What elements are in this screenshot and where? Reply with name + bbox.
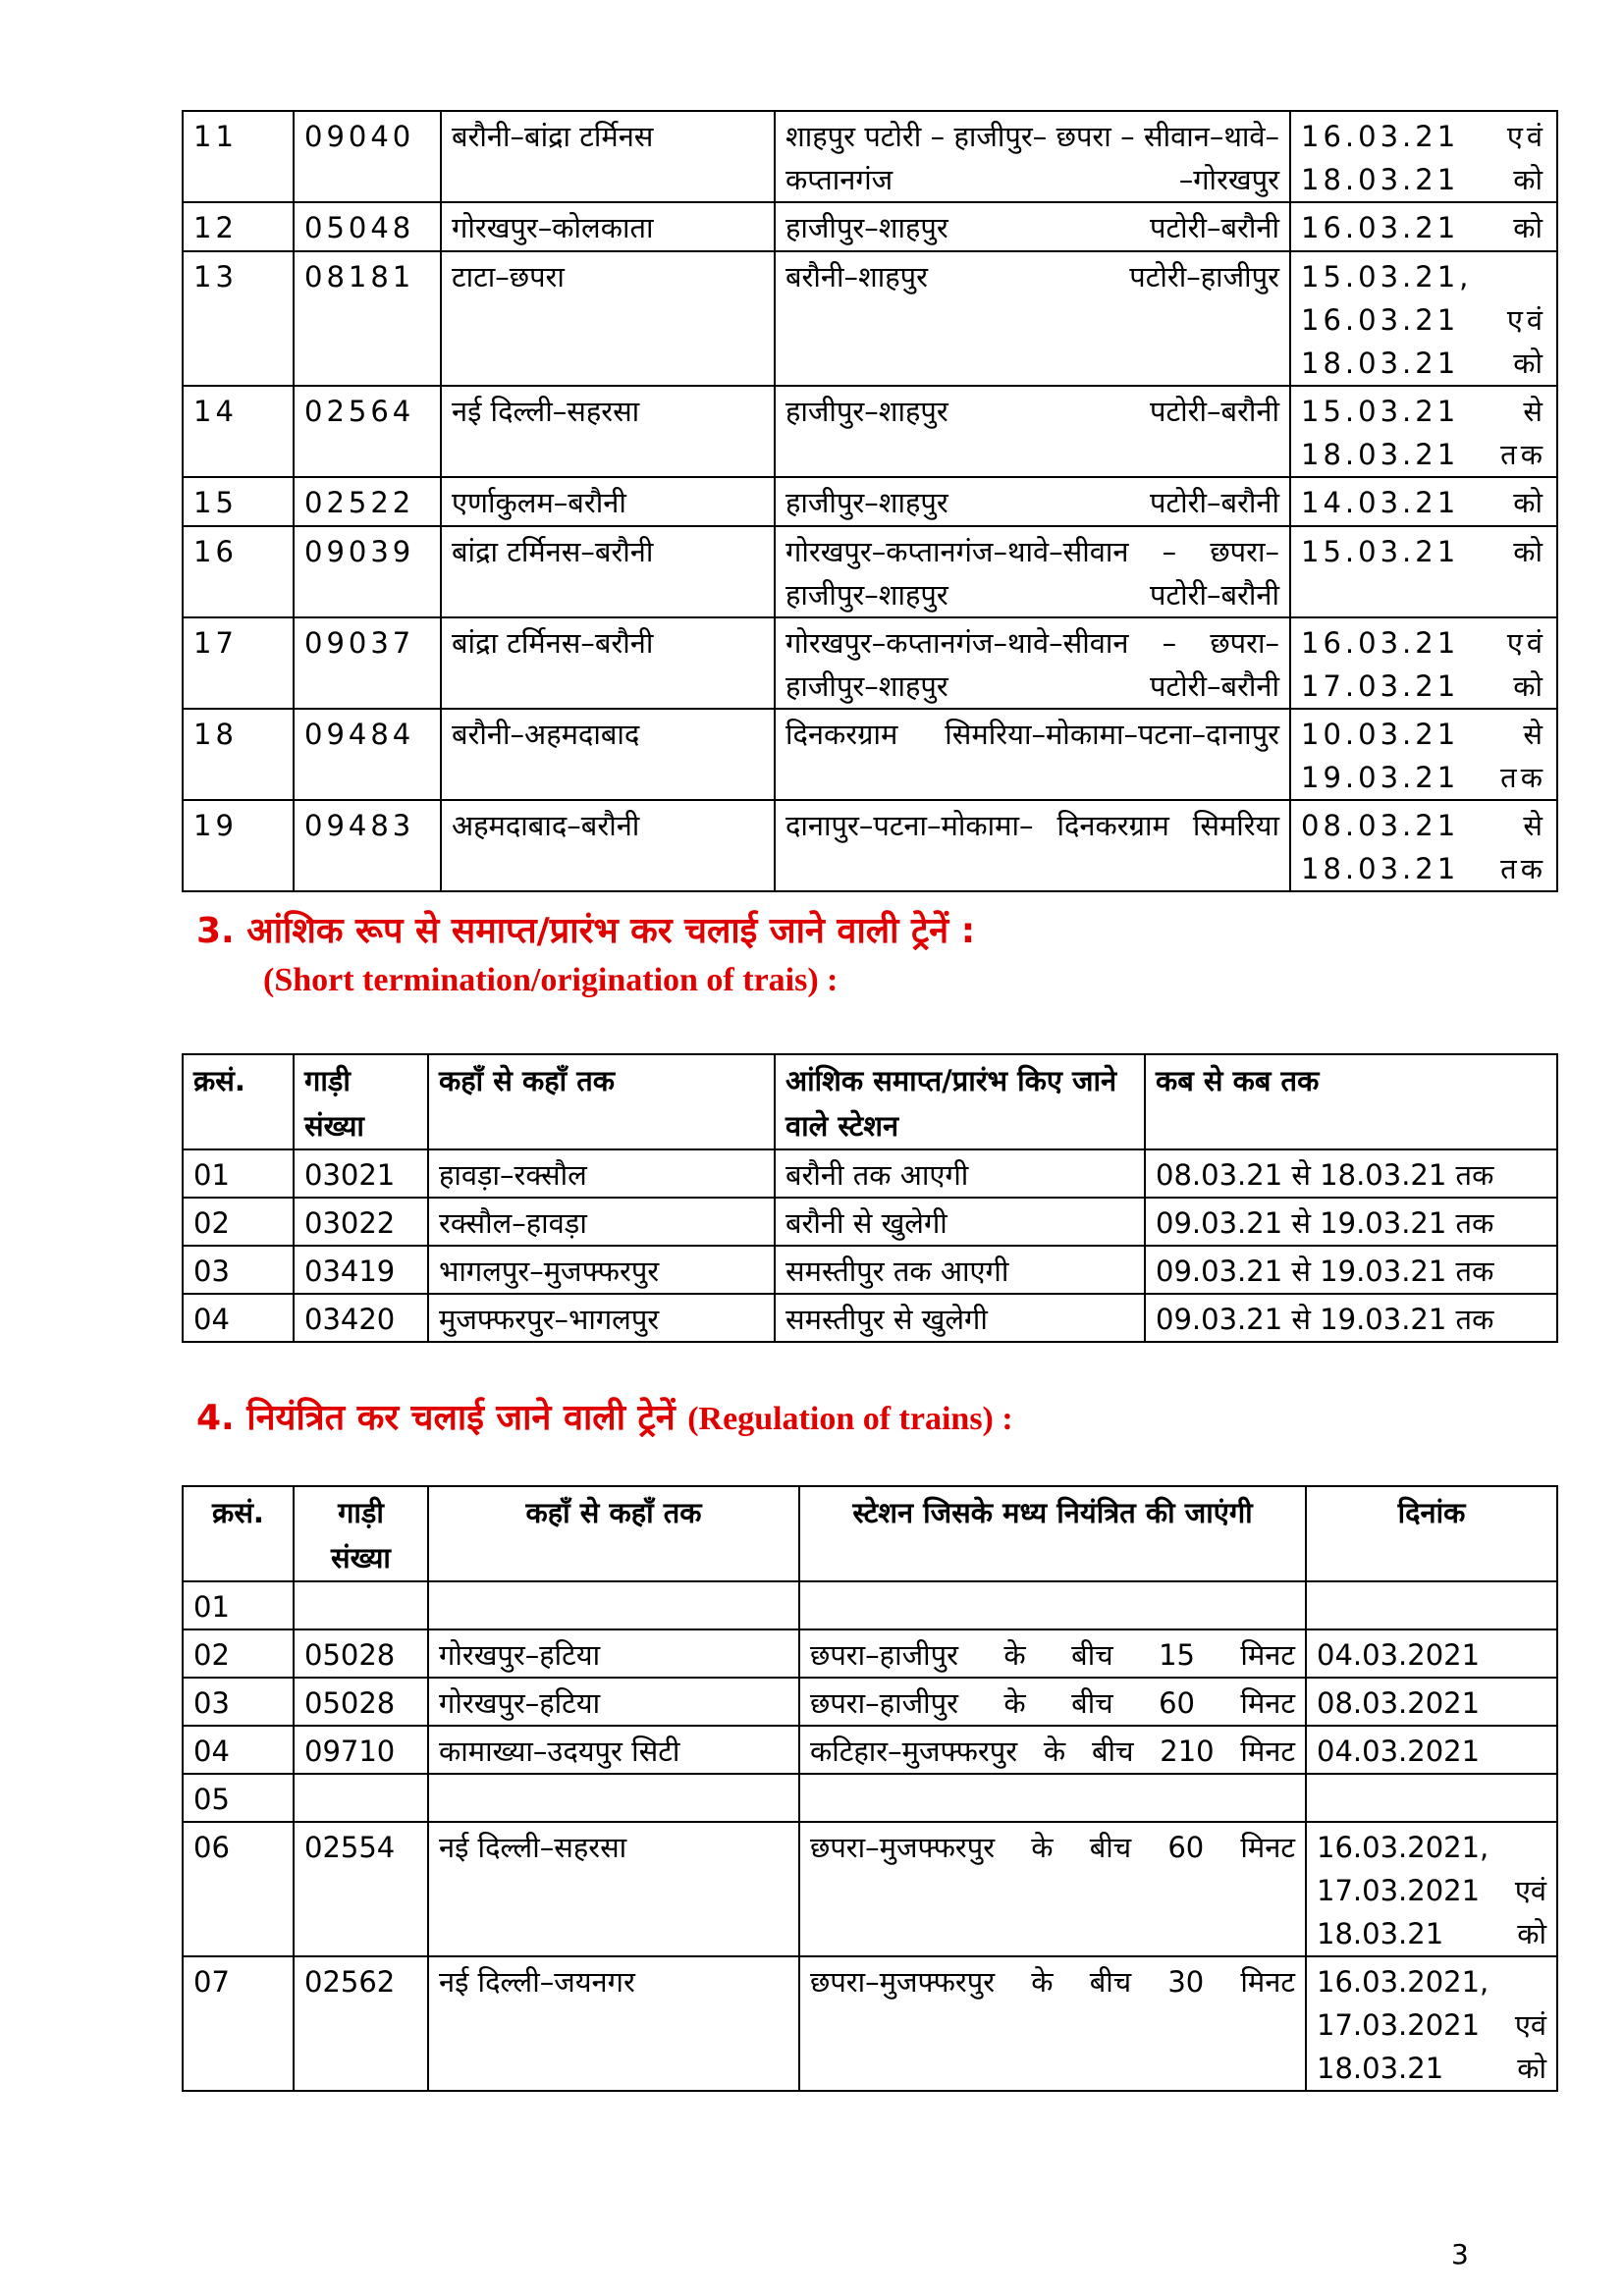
cell-sno: 12 <box>183 202 294 251</box>
cell-train: 09039 <box>294 526 441 617</box>
table-row <box>183 617 1557 709</box>
cell-route: एर्णाकुलम–बरौनी <box>441 477 775 526</box>
cell-via: शाहपुर पटोरी – हाजीपुर– छपरा – सीवान–थावे–कप्तानगंज –गोरखपुर <box>775 111 1290 202</box>
cell-dates: 16.03.21 एवं 17.03.21 को <box>1290 617 1557 709</box>
cell-dates <box>1306 1581 1557 1629</box>
cell-dates: 08.03.21 से 18.03.21 तक <box>1145 1149 1557 1198</box>
cell-dates: 16.03.2021, 17.03.2021 एवं 18.03.21 को <box>1306 1956 1557 2091</box>
cell-dates: 10.03.21 से 19.03.21 तक <box>1290 709 1557 800</box>
cell-route: हावड़ा–रक्सौल <box>428 1149 775 1198</box>
cell-via: गोरखपुर–कप्तानगंज–थावे–सीवान – छपरा–हाजीपुर–शाहपुर पटोरी–बरौनी <box>775 526 1290 617</box>
cell-route: नई दिल्ली–जयनगर <box>428 1956 799 2091</box>
regulation-table <box>182 1485 1558 2092</box>
short-termination-table-body <box>183 1149 1557 1342</box>
short-termination-table <box>182 1053 1558 1343</box>
cell-sno: 03 <box>183 1678 294 1726</box>
cell-via: बरौनी–शाहपुर पटोरी–हाजीपुर <box>775 251 1290 386</box>
cell-sno: 06 <box>183 1822 294 1956</box>
cell-train: 02554 <box>294 1822 428 1956</box>
cell-dates: 08.03.2021 <box>1306 1678 1557 1726</box>
cell-station <box>799 1581 1306 1629</box>
table-row <box>183 111 1557 202</box>
diversion-table <box>182 110 1558 892</box>
table-row <box>183 1294 1557 1342</box>
cell-train: 03021 <box>294 1149 428 1198</box>
cell-sno: 03 <box>183 1246 294 1294</box>
cell-station: बरौनी से खुलेगी <box>775 1198 1145 1246</box>
col-header-route: कहाँ से कहाँ तक <box>428 1054 775 1149</box>
cell-route: नई दिल्ली–सहरसा <box>428 1822 799 1956</box>
col-header-station: आंशिक समाप्त/प्रारंभ किए जाने वाले स्टेशन <box>775 1054 1145 1149</box>
cell-route: बांद्रा टर्मिनस–बरौनी <box>441 526 775 617</box>
cell-station <box>799 1774 1306 1822</box>
cell-station: छपरा–मुजफ्फरपुर के बीच 60 मिनट <box>799 1822 1306 1956</box>
cell-route: गोरखपुर–हटिया <box>428 1678 799 1726</box>
cell-dates: 04.03.2021 <box>1306 1629 1557 1678</box>
cell-train: 03022 <box>294 1198 428 1246</box>
cell-train <box>294 1581 428 1629</box>
cell-sno: 01 <box>183 1149 294 1198</box>
table-row <box>183 1629 1557 1678</box>
cell-train: 03420 <box>294 1294 428 1342</box>
cell-train <box>294 1774 428 1822</box>
cell-sno: 04 <box>183 1726 294 1774</box>
cell-sno: 16 <box>183 526 294 617</box>
cell-train: 03419 <box>294 1246 428 1294</box>
page-number: 3 <box>1451 2238 1469 2270</box>
cell-sno: 02 <box>183 1629 294 1678</box>
cell-route: बरौनी–बांद्रा टर्मिनस <box>441 111 775 202</box>
table-row <box>183 202 1557 251</box>
cell-sno: 07 <box>183 1956 294 2091</box>
cell-dates: 14.03.21 को <box>1290 477 1557 526</box>
cell-train: 05028 <box>294 1678 428 1726</box>
table-row <box>183 1774 1557 1822</box>
cell-train: 09040 <box>294 111 441 202</box>
cell-route: रक्सौल–हावड़ा <box>428 1198 775 1246</box>
section4-heading <box>196 1392 1013 1440</box>
cell-route: मुजफ्फरपुर–भागलपुर <box>428 1294 775 1342</box>
cell-station: छपरा–मुजफ्फरपुर के बीच 30 मिनट <box>799 1956 1306 2091</box>
table-header-row <box>183 1054 1557 1149</box>
cell-station: छपरा–हाजीपुर के बीच 15 मिनट <box>799 1629 1306 1678</box>
col-header-dates: कब से कब तक <box>1145 1054 1557 1149</box>
cell-sno: 05 <box>183 1774 294 1822</box>
cell-station: समस्तीपुर से खुलेगी <box>775 1294 1145 1342</box>
table-row <box>183 709 1557 800</box>
cell-route: टाटा–छपरा <box>441 251 775 386</box>
cell-route: अहमदाबाद–बरौनी <box>441 800 775 891</box>
col-header-dates: दिनांक <box>1306 1486 1557 1581</box>
table-row <box>183 1581 1557 1629</box>
cell-dates: 16.03.21 एवं 18.03.21 को <box>1290 111 1557 202</box>
cell-route: गोरखपुर–कोलकाता <box>441 202 775 251</box>
cell-via: हाजीपुर–शाहपुर पटोरी–बरौनी <box>775 477 1290 526</box>
col-header-station: स्टेशन जिसके मध्य नियंत्रित की जाएंगी <box>799 1486 1306 1581</box>
cell-via: दानापुर–पटना–मोकामा– दिनकरग्राम सिमरिया <box>775 800 1290 891</box>
regulation-table-body <box>183 1581 1557 2091</box>
table-header-row <box>183 1486 1557 1581</box>
cell-sno: 01 <box>183 1581 294 1629</box>
cell-sno: 14 <box>183 386 294 477</box>
cell-route: कामाख्या–उदयपुर सिटी <box>428 1726 799 1774</box>
cell-route: गोरखपुर–हटिया <box>428 1629 799 1678</box>
table-row <box>183 1822 1557 1956</box>
cell-sno: 19 <box>183 800 294 891</box>
cell-station: समस्तीपुर तक आएगी <box>775 1246 1145 1294</box>
cell-sno: 13 <box>183 251 294 386</box>
col-header-sno: क्रसं. <box>183 1054 294 1149</box>
cell-dates: 08.03.21 से 18.03.21 तक <box>1290 800 1557 891</box>
cell-dates: 15.03.21, 16.03.21 एवं 18.03.21 को <box>1290 251 1557 386</box>
cell-dates: 15.03.21 से 18.03.21 तक <box>1290 386 1557 477</box>
table-row <box>183 386 1557 477</box>
cell-sno: 02 <box>183 1198 294 1246</box>
table-row <box>183 526 1557 617</box>
cell-train: 09483 <box>294 800 441 891</box>
cell-dates: 15.03.21 को <box>1290 526 1557 617</box>
cell-dates: 09.03.21 से 19.03.21 तक <box>1145 1294 1557 1342</box>
cell-station: छपरा–हाजीपुर के बीच 60 मिनट <box>799 1678 1306 1726</box>
cell-route: बांद्रा टर्मिनस–बरौनी <box>441 617 775 709</box>
table-row <box>183 477 1557 526</box>
cell-sno: 11 <box>183 111 294 202</box>
table-row <box>183 1678 1557 1726</box>
cell-train: 05048 <box>294 202 441 251</box>
table-row <box>183 1149 1557 1198</box>
cell-dates: 04.03.2021 <box>1306 1726 1557 1774</box>
section4-heading-english: (Regulation of trains) : <box>687 1401 1013 1437</box>
section3-subheading: (Short termination/origination of trais) : <box>263 962 839 998</box>
col-header-train: गाड़ी संख्या <box>294 1054 428 1149</box>
cell-train: 09037 <box>294 617 441 709</box>
cell-station: कटिहार–मुजफ्फरपुर के बीच 210 मिनट <box>799 1726 1306 1774</box>
cell-dates: 16.03.2021, 17.03.2021 एवं 18.03.21 को <box>1306 1822 1557 1956</box>
table-row <box>183 1956 1557 2091</box>
cell-train: 09710 <box>294 1726 428 1774</box>
cell-train: 09484 <box>294 709 441 800</box>
col-header-sno: क्रसं. <box>183 1486 294 1581</box>
cell-dates <box>1306 1774 1557 1822</box>
table-row <box>183 251 1557 386</box>
table-row <box>183 1246 1557 1294</box>
table-row <box>183 1726 1557 1774</box>
cell-sno: 17 <box>183 617 294 709</box>
cell-train: 02564 <box>294 386 441 477</box>
cell-dates: 09.03.21 से 19.03.21 तक <box>1145 1198 1557 1246</box>
cell-sno: 04 <box>183 1294 294 1342</box>
cell-route <box>428 1774 799 1822</box>
cell-route: बरौनी–अहमदाबाद <box>441 709 775 800</box>
cell-dates: 09.03.21 से 19.03.21 तक <box>1145 1246 1557 1294</box>
cell-via: हाजीपुर–शाहपुर पटोरी–बरौनी <box>775 386 1290 477</box>
cell-train: 02562 <box>294 1956 428 2091</box>
cell-route: नई दिल्ली–सहरसा <box>441 386 775 477</box>
table-row <box>183 1198 1557 1246</box>
col-header-route: कहाँ से कहाँ तक <box>428 1486 799 1581</box>
cell-sno: 15 <box>183 477 294 526</box>
cell-via: हाजीपुर–शाहपुर पटोरी–बरौनी <box>775 202 1290 251</box>
cell-sno: 18 <box>183 709 294 800</box>
cell-train: 05028 <box>294 1629 428 1678</box>
cell-route <box>428 1581 799 1629</box>
table-row <box>183 800 1557 891</box>
cell-via: दिनकरग्राम सिमरिया–मोकामा–पटना–दानापुर <box>775 709 1290 800</box>
cell-dates: 16.03.21 को <box>1290 202 1557 251</box>
col-header-train: गाड़ी संख्या <box>294 1486 428 1581</box>
cell-station: बरौनी तक आएगी <box>775 1149 1145 1198</box>
section4-heading-hindi: 4. नियंत्रित कर चलाई जाने वाली ट्रेनें <box>196 1398 676 1438</box>
section3-heading: 3. आंशिक रूप से समाप्त/प्रारंभ कर चलाई जाने वाली ट्रेनें : <box>196 911 976 951</box>
cell-via: गोरखपुर–कप्तानगंज–थावे–सीवान – छपरा–हाजीपुर–शाहपुर पटोरी–बरौनी <box>775 617 1290 709</box>
cell-train: 02522 <box>294 477 441 526</box>
diversion-table-body <box>183 111 1557 891</box>
cell-train: 08181 <box>294 251 441 386</box>
cell-route: भागलपुर–मुजफ्फरपुर <box>428 1246 775 1294</box>
